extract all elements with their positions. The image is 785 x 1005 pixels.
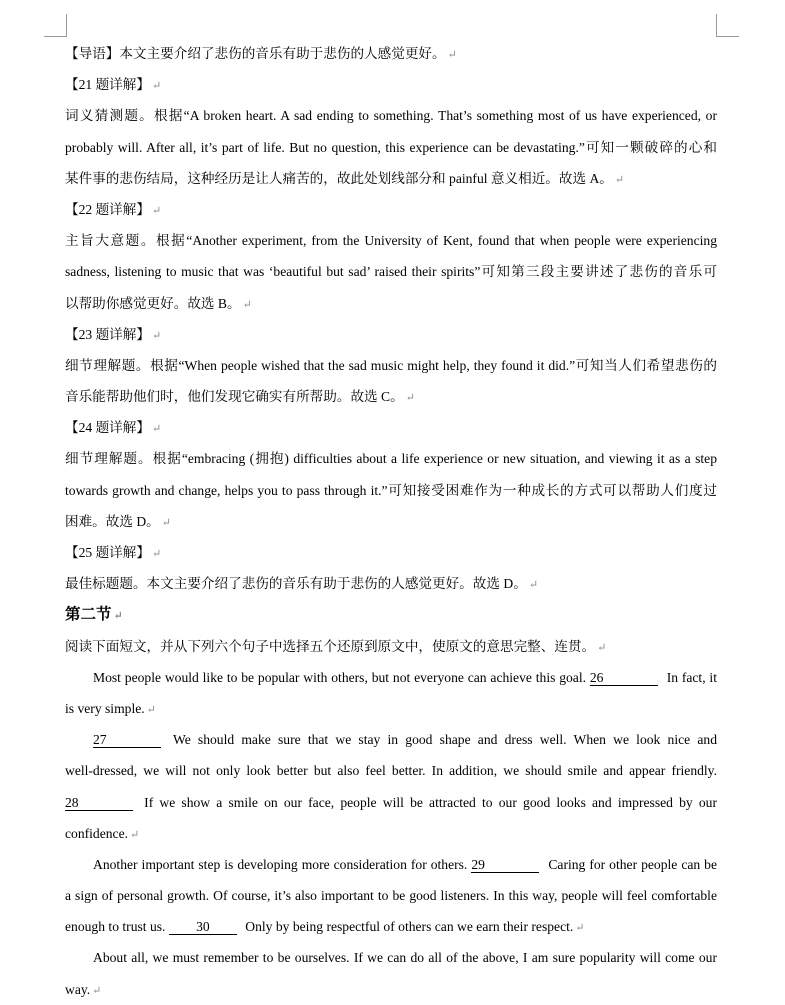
passage-text: a sign of personal growth. Of course, it’s also important to be good listeners. In this way, people will feel comfortable (65, 888, 717, 904)
blank-26[interactable]: 26 (590, 670, 658, 686)
doc-line (65, 288, 717, 319)
passage-text: well-dressed, we will not only look better but also feel better. In addition, we should smile and appear friendly. (65, 763, 717, 779)
doc-line-text: 音乐能帮助他们时，他们发现它确实有所帮助。故选 C。 (65, 389, 404, 405)
page-corner-mark-top-left (44, 14, 67, 37)
passage-line (65, 974, 717, 1005)
paragraph-mark: ↵ (528, 579, 539, 592)
doc-line-text: 细节理解题。根据“embracing (拥抱) difficulties about a life experience or new situation, and viewing it as a step (65, 451, 717, 467)
doc-line (65, 256, 717, 287)
doc-line-text: 【22 题详解】 (65, 201, 150, 217)
paragraph-mark: ↵ (146, 703, 156, 716)
doc-line (65, 319, 717, 350)
paragraph-mark: ↵ (405, 392, 415, 405)
passage-line (65, 849, 717, 880)
passage-text: If we show a smile on our face, people will be attracted to our good looks and impressed by our (144, 794, 717, 810)
blank-28[interactable]: 28 (65, 795, 133, 811)
paragraph-mark: ↵ (447, 49, 457, 61)
doc-line (65, 568, 717, 599)
doc-line (65, 100, 717, 131)
doc-line-text: towards growth and change, helps you to pass through it.”可知接受困难作为一种成长的方式可以帮助人们度过 (65, 482, 717, 498)
page-corner-mark-top-right (716, 14, 739, 37)
doc-line-text: 细节理解题。根据“When people wished that the sad music might help, they found it did.”可知当人们希望悲伤的 (65, 357, 717, 373)
doc-line-text: sadness, listening to music that was ‘beautiful but sad’ raised their spirits”可知第三段主要讲述了悲伤的音乐可 (65, 264, 717, 280)
paragraph-mark: ↵ (151, 80, 162, 93)
paragraph-mark: ↵ (614, 173, 625, 186)
passage-text: We should make sure that we stay in good shape and dress well. When we look nice and (172, 732, 717, 748)
passage-line (65, 724, 717, 755)
passage-line (65, 662, 717, 693)
doc-line (65, 225, 717, 256)
blank-27[interactable]: 27 (93, 732, 161, 748)
blank-29[interactable]: 29 (471, 857, 539, 873)
doc-line (65, 537, 717, 568)
paragraph-mark: ↵ (161, 516, 171, 529)
document-page (65, 38, 717, 1005)
doc-line-text: 【23 题详解】 (65, 326, 150, 342)
doc-line (65, 443, 717, 474)
doc-line (65, 69, 717, 100)
paragraph-mark: ↵ (151, 423, 162, 436)
doc-line-text: 困难。故选 D。 (65, 513, 160, 529)
doc-line (65, 475, 717, 506)
doc-line-text: 词义猜测题。根据“A broken heart. A sad ending to something. That’s something most of us have experienced, or (65, 108, 717, 124)
answer-explanations (65, 38, 717, 599)
doc-line-text: 【21 题详解】 (65, 77, 150, 93)
passage-text: enough to trust us. (65, 919, 166, 935)
doc-line (65, 381, 717, 412)
paragraph-mark: ↵ (151, 329, 162, 342)
paragraph-mark: ↵ (113, 610, 123, 623)
passage-line (65, 880, 717, 911)
paragraph-mark: ↵ (130, 828, 140, 841)
paragraph-mark: ↵ (151, 204, 162, 217)
doc-line-text: 最佳标题题。本文主要介绍了悲伤的音乐有助于悲伤的人感觉更好。故选 D。 (65, 576, 527, 592)
passage-text: In fact, it (666, 669, 717, 685)
instruction-line (65, 631, 717, 662)
passage-line (65, 693, 717, 724)
doc-line (65, 163, 717, 194)
passage-line (65, 818, 717, 849)
doc-line (65, 38, 717, 69)
doc-line (65, 506, 717, 537)
passage-line (65, 787, 717, 818)
doc-line-text: 主旨大意题。根据“Another experiment, from the University of Kent, found that when people were experiencing (65, 233, 717, 249)
blank-30[interactable]: 30 (169, 919, 237, 935)
passage-text: confidence. (65, 825, 129, 841)
passage-line (65, 755, 717, 786)
paragraph-mark: ↵ (597, 641, 607, 654)
paragraph-mark: ↵ (151, 548, 162, 560)
passage-text: Another important step is developing more consideration for others. (93, 856, 468, 872)
doc-line (65, 194, 717, 225)
doc-line (65, 132, 717, 163)
doc-line (65, 350, 717, 381)
paragraph-mark: ↵ (575, 922, 585, 935)
doc-line-text: probably will. After all, it’s part of life. But no question, this experience can be devastating.”可知一颗破碎的心和 (65, 139, 717, 155)
doc-line-text: 【24 题详解】 (65, 420, 150, 436)
passage-line (65, 942, 717, 973)
instruction-text: 阅读下面短文，并从下列六个句子中选择五个还原到原文中，使原文的意思完整、连贯。 (65, 638, 596, 654)
paragraph-mark: ↵ (242, 298, 252, 311)
passage-text: Caring for other people can be (548, 856, 717, 872)
passage-text: About all, we must remember to be ourselves. If we can do all of the above, I am sure popularity will come our (93, 950, 717, 966)
section-title: 第二节 (65, 606, 112, 624)
doc-line-text: 以帮助你感觉更好。故选 B。 (65, 295, 241, 311)
passage-text: Most people would like to be popular with others, but not everyone can achieve this goal. (93, 669, 587, 685)
passage-text: way. (65, 981, 91, 997)
passage-text: Only by being respectful of others can we earn their respect. (245, 919, 574, 935)
doc-line-text: 【导语】本文主要介绍了悲伤的音乐有助于悲伤的人感觉更好。 (65, 46, 446, 61)
doc-line-text: 【25 题详解】 (65, 545, 150, 560)
section-heading (65, 599, 717, 630)
doc-line-text: 某件事的悲伤结局，这种经历是让人痛苦的，故此处划线部分和 painful 意义相近。故选 A。 (65, 170, 613, 186)
paragraph-mark: ↵ (92, 984, 102, 997)
passage-line (65, 911, 717, 942)
passage-text: is very simple. (65, 700, 145, 716)
doc-line (65, 412, 717, 443)
